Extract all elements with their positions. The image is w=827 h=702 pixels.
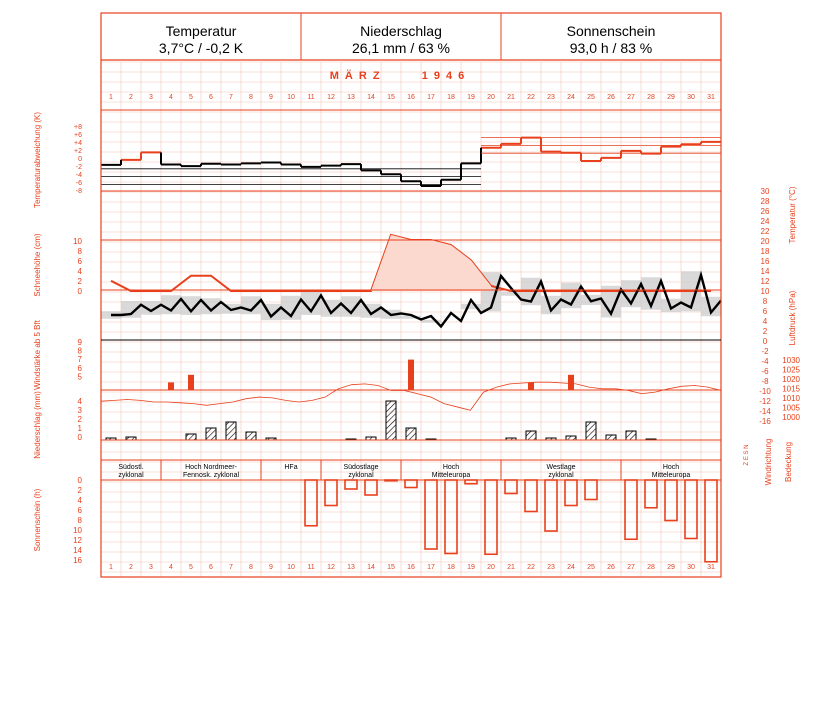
temp-deviation-bar-21 bbox=[501, 144, 521, 161]
day-label-bottom: 13 bbox=[347, 564, 355, 571]
temp-deviation-bar-27 bbox=[621, 151, 641, 161]
tick-snow: 4 bbox=[77, 267, 82, 276]
tick-temperature: 24 bbox=[760, 217, 770, 226]
day-label-bottom: 28 bbox=[647, 564, 655, 571]
day-label-top: 16 bbox=[407, 94, 415, 101]
day-label-top: 30 bbox=[687, 94, 695, 101]
tick-temperature: -6 bbox=[761, 367, 769, 376]
wind-bar-16 bbox=[408, 360, 414, 390]
day-label-bottom: 6 bbox=[209, 564, 213, 571]
tick-pressure: 1005 bbox=[782, 403, 800, 413]
tick-snow: 2 bbox=[77, 277, 82, 286]
day-label-top: 20 bbox=[487, 94, 495, 101]
weather-type-label-4: Südostlage bbox=[343, 464, 379, 471]
header-sunshine-value: 93,0 h / 83 % bbox=[569, 40, 653, 56]
tick-temperature: 2 bbox=[762, 327, 768, 336]
tick-precip: 3 bbox=[77, 406, 82, 415]
tick-pressure: 1030 bbox=[782, 356, 800, 365]
day-label-top: 18 bbox=[447, 94, 455, 101]
header-sunshine-title: Sonnenschein bbox=[566, 23, 656, 39]
sunshine-bar-23 bbox=[545, 480, 557, 531]
day-label-top: 26 bbox=[607, 94, 615, 101]
header-precipitation-value: 26,1 mm / 63 % bbox=[351, 40, 451, 56]
tick-temp-deviation: -2 bbox=[75, 164, 82, 171]
tick-sunshine: 2 bbox=[77, 486, 82, 495]
day-label-top: 10 bbox=[287, 94, 295, 101]
tick-sunshine: 8 bbox=[77, 516, 82, 525]
weather-type-label-6: zyklonal bbox=[548, 472, 574, 479]
day-label-bottom: 12 bbox=[327, 564, 335, 571]
day-label-bottom: 20 bbox=[487, 564, 495, 571]
tick-precip: 0 bbox=[77, 433, 82, 442]
day-label-bottom: 11 bbox=[307, 564, 315, 571]
weather-type-label-5: Mitteleuropa bbox=[431, 472, 471, 479]
axis-label-compass: Z E S N bbox=[744, 444, 750, 466]
tick-temp-deviation: -8 bbox=[75, 188, 82, 195]
wind-bar-24 bbox=[568, 375, 574, 390]
tick-pressure: 1010 bbox=[782, 394, 800, 403]
precip-bar-5 bbox=[186, 434, 196, 440]
weather-type-label-1: Südostl. bbox=[118, 464, 144, 471]
tick-precip: 4 bbox=[77, 397, 82, 406]
weather-type-label-6: Westlage bbox=[546, 464, 576, 471]
temp-deviation-bar-31 bbox=[701, 142, 721, 161]
sunshine-bar-28 bbox=[645, 480, 657, 508]
day-label-top: 24 bbox=[567, 94, 575, 101]
tick-temperature: 28 bbox=[760, 197, 770, 206]
tick-temp-deviation: +2 bbox=[74, 148, 82, 155]
sunshine-bar-13 bbox=[345, 480, 357, 489]
day-label-bottom: 1 bbox=[109, 564, 113, 571]
month-title: MÄRZ 1946 bbox=[329, 70, 471, 82]
day-label-top: 9 bbox=[269, 94, 273, 101]
tick-sunshine: 14 bbox=[73, 546, 82, 555]
sunshine-bar-11 bbox=[305, 480, 317, 526]
tick-temperature: -16 bbox=[759, 417, 771, 426]
day-label-bottom: 9 bbox=[269, 564, 273, 571]
precip-bar-24 bbox=[566, 436, 576, 440]
day-label-top: 13 bbox=[347, 94, 355, 101]
tick-precip: 2 bbox=[77, 415, 82, 424]
tick-wind: 9 bbox=[77, 338, 82, 347]
axis-label-wind: Windstärke ab 5 Bft bbox=[33, 320, 42, 390]
day-label-top: 21 bbox=[507, 94, 515, 101]
day-label-top: 11 bbox=[307, 94, 315, 101]
tick-sunshine: 6 bbox=[77, 506, 82, 515]
day-label-top: 6 bbox=[209, 94, 213, 101]
day-label-bottom: 26 bbox=[607, 564, 615, 571]
day-label-top: 8 bbox=[249, 94, 253, 101]
precip-bar-8 bbox=[246, 432, 256, 440]
day-label-bottom: 17 bbox=[427, 564, 435, 571]
day-label-top: 4 bbox=[169, 94, 173, 101]
day-label-bottom: 10 bbox=[287, 564, 295, 571]
tick-pressure: 1000 bbox=[782, 413, 800, 422]
weather-type-label-7: Hoch bbox=[662, 464, 680, 471]
day-label-bottom: 7 bbox=[229, 564, 233, 571]
temp-deviation-bar-24 bbox=[561, 153, 581, 161]
day-label-top: 19 bbox=[467, 94, 475, 101]
tick-temperature: -2 bbox=[761, 347, 769, 356]
day-label-bottom: 30 bbox=[687, 564, 695, 571]
tick-temperature: 10 bbox=[760, 287, 770, 296]
marks bbox=[101, 138, 721, 562]
weather-type-label-3: HFa bbox=[284, 464, 298, 471]
header-temperature-value: 3,7°C / -0,2 K bbox=[158, 40, 244, 56]
day-label-bottom: 24 bbox=[567, 564, 575, 571]
tick-snow: 0 bbox=[77, 287, 82, 296]
day-label-bottom: 29 bbox=[667, 564, 675, 571]
day-label-bottom: 23 bbox=[547, 564, 555, 571]
tick-temp-deviation: -6 bbox=[75, 180, 82, 187]
sunshine-bar-25 bbox=[585, 480, 597, 500]
day-label-bottom: 4 bbox=[169, 564, 173, 571]
sunshine-bar-24 bbox=[565, 480, 577, 506]
wind-bar-5 bbox=[188, 375, 194, 390]
weather-type-label-2: Fennosk. zyklonal bbox=[182, 472, 240, 479]
tick-temperature: 16 bbox=[760, 257, 770, 266]
tick-sunshine: 0 bbox=[77, 476, 82, 485]
precip-bar-22 bbox=[526, 431, 536, 440]
weather-type-label-5: Hoch bbox=[442, 464, 460, 471]
day-label-bottom: 25 bbox=[587, 564, 595, 571]
tick-temp-deviation: +6 bbox=[74, 132, 82, 139]
tick-snow: 8 bbox=[77, 247, 82, 256]
day-label-top: 23 bbox=[547, 94, 555, 101]
tick-snow: 10 bbox=[73, 237, 82, 246]
tick-wind: 5 bbox=[77, 372, 82, 382]
tick-sunshine: 10 bbox=[73, 526, 82, 535]
tick-temperature: -8 bbox=[761, 377, 769, 386]
sunshine-bar-17 bbox=[425, 480, 437, 549]
sunshine-bar-22 bbox=[525, 480, 537, 512]
sunshine-bar-18 bbox=[445, 480, 457, 554]
precip-bar-16 bbox=[406, 428, 416, 440]
temp-deviation-bar-29 bbox=[661, 147, 681, 161]
day-label-top: 12 bbox=[327, 94, 335, 101]
tick-pressure: 1020 bbox=[782, 375, 800, 384]
temp-deviation-bar-22 bbox=[521, 138, 541, 161]
tick-temperature: 30 bbox=[760, 187, 770, 196]
precip-bar-6 bbox=[206, 428, 216, 440]
tick-wind: 6 bbox=[77, 363, 82, 373]
day-label-bottom: 21 bbox=[507, 564, 515, 571]
sunshine-bar-20 bbox=[485, 480, 497, 554]
temp-deviation-bar-28 bbox=[641, 154, 661, 161]
day-label-top: 5 bbox=[189, 94, 193, 101]
day-label-bottom: 16 bbox=[407, 564, 415, 571]
day-label-bottom: 8 bbox=[249, 564, 253, 571]
day-label-top: 28 bbox=[647, 94, 655, 101]
precip-bar-25 bbox=[586, 422, 596, 440]
sunshine-bar-12 bbox=[325, 480, 337, 506]
axis-label-sunshine: Sonnenschein (h) bbox=[33, 488, 42, 552]
sunshine-bar-30 bbox=[685, 480, 697, 539]
axis-label-wind-direction: Windrichtung bbox=[764, 438, 773, 486]
day-label-bottom: 3 bbox=[149, 564, 153, 571]
tick-wind: 7 bbox=[77, 355, 82, 365]
axis-label-snow: Schneehöhe (cm) bbox=[33, 233, 42, 297]
tick-temperature: 26 bbox=[760, 207, 770, 216]
tick-temperature: 8 bbox=[762, 297, 768, 306]
day-label-bottom: 5 bbox=[189, 564, 193, 571]
day-label-top: 29 bbox=[667, 94, 675, 101]
tick-temperature: 0 bbox=[762, 337, 768, 346]
tick-temp-deviation: 0 bbox=[78, 156, 82, 163]
weather-type-label-4: zyklonal bbox=[348, 472, 374, 479]
day-label-bottom: 22 bbox=[527, 564, 535, 571]
tick-temperature: -10 bbox=[759, 387, 771, 396]
axis-label-temp-deviation: Temperaturabweichung (K) bbox=[33, 111, 42, 209]
grid bbox=[101, 62, 721, 577]
day-label-bottom: 18 bbox=[447, 564, 455, 571]
temp-deviation-bar-20 bbox=[481, 148, 501, 161]
tick-temperature: 20 bbox=[760, 237, 770, 246]
tick-temp-deviation: -4 bbox=[75, 172, 82, 179]
temp-deviation-bar-3 bbox=[141, 152, 161, 161]
tick-snow: 6 bbox=[77, 257, 82, 266]
precip-bar-15 bbox=[386, 401, 396, 440]
weather-type-label-2: Hoch Nordmeer- bbox=[185, 464, 237, 471]
day-label-bottom: 27 bbox=[627, 564, 635, 571]
day-label-bottom: 19 bbox=[467, 564, 475, 571]
header-temperature-title: Temperatur bbox=[165, 23, 237, 39]
day-label-bottom: 31 bbox=[707, 564, 715, 571]
axis-label-temperature: Temperatur (°C) bbox=[788, 186, 797, 244]
tick-temperature: -14 bbox=[759, 407, 771, 416]
tick-temperature: 22 bbox=[760, 227, 770, 236]
tick-sunshine: 12 bbox=[73, 536, 82, 545]
tick-temperature: 14 bbox=[760, 267, 770, 276]
day-label-bottom: 14 bbox=[367, 564, 375, 571]
day-label-top: 7 bbox=[229, 94, 233, 101]
precip-bar-27 bbox=[626, 431, 636, 440]
sunshine-bar-27 bbox=[625, 480, 637, 539]
precip-bar-7 bbox=[226, 422, 236, 440]
wind-bar-4 bbox=[168, 382, 174, 390]
day-label-top: 27 bbox=[627, 94, 635, 101]
tick-sunshine: 4 bbox=[77, 496, 82, 505]
tick-temperature: 18 bbox=[760, 247, 770, 256]
day-label-top: 17 bbox=[427, 94, 435, 101]
day-label-top: 14 bbox=[367, 94, 375, 101]
tick-sunshine: 16 bbox=[73, 556, 82, 565]
tick-pressure: 1025 bbox=[782, 365, 800, 375]
tick-temp-deviation: +8 bbox=[74, 124, 82, 131]
precip-bar-26 bbox=[606, 435, 616, 440]
wind-bar-22 bbox=[528, 382, 534, 390]
tick-temperature: -12 bbox=[759, 397, 771, 406]
tick-temperature: 6 bbox=[762, 307, 768, 316]
temp-deviation-bar-30 bbox=[681, 144, 701, 161]
tick-wind: 8 bbox=[77, 346, 82, 356]
tick-precip: 1 bbox=[77, 424, 82, 433]
day-label-top: 25 bbox=[587, 94, 595, 101]
tick-temp-deviation: +4 bbox=[74, 140, 82, 147]
day-label-top: 15 bbox=[387, 94, 395, 101]
weather-type-label-7: Mitteleuropa bbox=[651, 472, 691, 479]
day-label-top: 22 bbox=[527, 94, 535, 101]
snow-depth-area bbox=[371, 235, 491, 291]
tick-temperature: -4 bbox=[761, 357, 769, 366]
sunshine-bar-16 bbox=[405, 480, 417, 488]
weather-type-label-1: zyklonal bbox=[118, 472, 144, 479]
day-label-bottom: 15 bbox=[387, 564, 395, 571]
tick-temperature: 12 bbox=[760, 277, 770, 286]
day-label-top: 1 bbox=[109, 94, 113, 101]
sunshine-bar-29 bbox=[665, 480, 677, 521]
axis-label-pressure: Luftdruck (hPa) bbox=[788, 290, 797, 346]
tick-pressure: 1015 bbox=[782, 384, 800, 394]
temp-deviation-bar-16 bbox=[401, 161, 421, 181]
header-precipitation-title: Niederschlag bbox=[360, 23, 442, 39]
day-label-bottom: 2 bbox=[129, 564, 133, 571]
day-label-top: 2 bbox=[129, 94, 133, 101]
tick-temperature: 4 bbox=[762, 317, 768, 326]
day-label-top: 31 bbox=[707, 94, 715, 101]
axis-label-cloud-cover: Bedeckung bbox=[784, 441, 793, 483]
day-label-top: 3 bbox=[149, 94, 153, 101]
axis-label-precip: Niederschlag (mm) bbox=[33, 391, 42, 459]
